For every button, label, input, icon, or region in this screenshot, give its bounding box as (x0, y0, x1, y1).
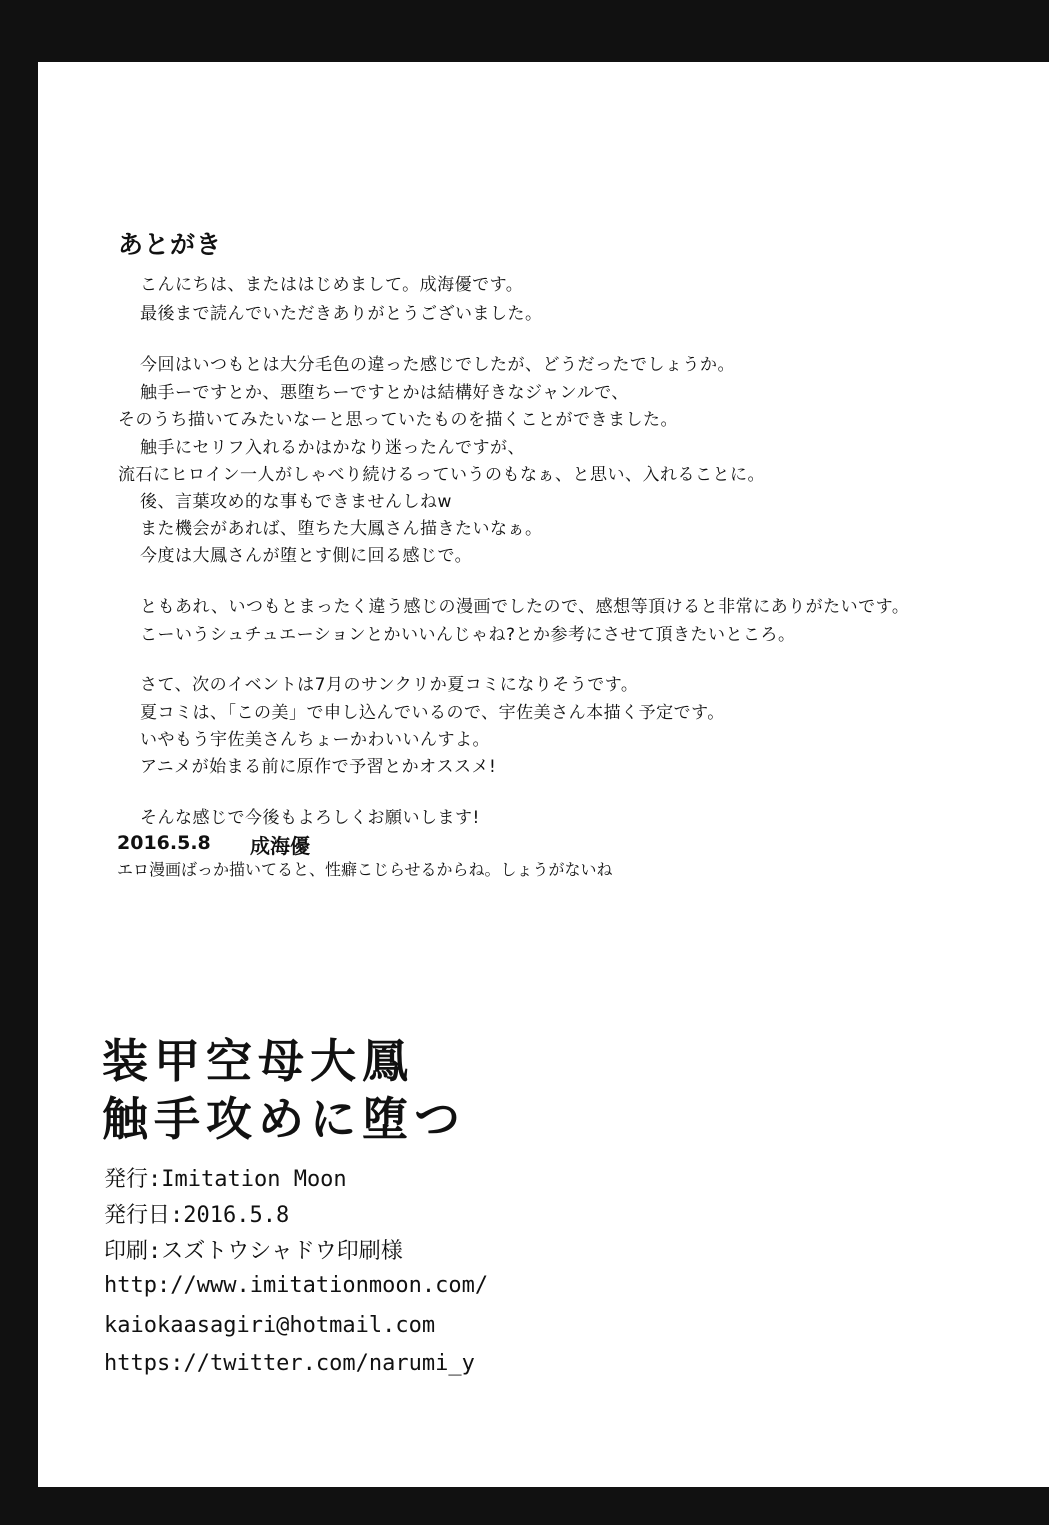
afterword-line: そのうち描いてみたいなーと思っていたものを描くことができました。 (118, 410, 678, 430)
afterword-line: 触手にセリフ入れるかはかなり迷ったんですが、 (140, 438, 525, 458)
afterword-line: いやもう宇佐美さんちょーかわいいんすよ。 (140, 730, 490, 750)
book-title-line-2: 触手攻めに堕つ (102, 1092, 466, 1146)
signature-note: エロ漫画ばっか描いてると、性癖こじらせるからね。しょうがないね (117, 860, 613, 879)
afterword-line: 触手ーですとか、悪堕ちーですとかは結構好きなジャンルで、 (140, 383, 629, 403)
colophon-printer: 印刷:スズトウシャドウ印刷様 (104, 1239, 403, 1264)
afterword-line: そんな感じで今後もよろしくお願いします! (140, 808, 480, 828)
colophon-email: kaiokaasagiri@hotmail.com (104, 1313, 436, 1338)
signature-author: 成海優 (250, 834, 310, 858)
afterword-line: 最後まで読んでいただきありがとうございました。 (140, 304, 543, 324)
afterword-line: 今度は大鳳さんが堕とす側に回る感じで。 (140, 546, 473, 566)
signature-date: 2016.5.8 (117, 832, 211, 854)
colophon-twitter: https://twitter.com/narumi_y (104, 1351, 475, 1376)
colophon-publisher: 発行:Imitation Moon (104, 1167, 347, 1192)
colophon-issue-date: 発行日:2016.5.8 (104, 1203, 290, 1228)
afterword-line: また機会があれば、堕ちた大鳳さん描きたいなぁ。 (140, 519, 543, 539)
colophon-website: http://www.imitationmoon.com/ (104, 1273, 489, 1298)
afterword-line: こんにちは、またははじめまして。成海優です。 (140, 275, 524, 295)
afterword-line: 夏コミは、「この美」で申し込んでいるので、宇佐美さん本描く予定です。 (140, 703, 725, 723)
afterword-line: アニメが始まる前に原作で予習とかオススメ! (140, 757, 497, 777)
afterword-line: さて、次のイベントは7月のサンクリか夏コミになりそうです。 (140, 675, 639, 695)
afterword-line: 後、言葉攻め的な事もできませんしねw (140, 492, 452, 512)
afterword-heading: あとがき (118, 230, 223, 259)
afterword-line: こーいうシュチュエーションとかいいんじゃね?とか参考にさせて頂きたいところ。 (140, 625, 796, 645)
afterword-page (38, 62, 1049, 1487)
afterword-line: ともあれ、いつもとまったく違う感じの漫画でしたので、感想等頂けると非常にありがたいです。 (140, 597, 910, 617)
book-title-line-1: 装甲空母大鳳 (102, 1034, 414, 1088)
afterword-line: 今回はいつもとは大分毛色の違った感じでしたが、どうだったでしょうか。 (140, 355, 735, 375)
afterword-line: 流石にヒロイン一人がしゃべり続けるっていうのもなぁ、と思い、入れることに。 (118, 465, 765, 485)
